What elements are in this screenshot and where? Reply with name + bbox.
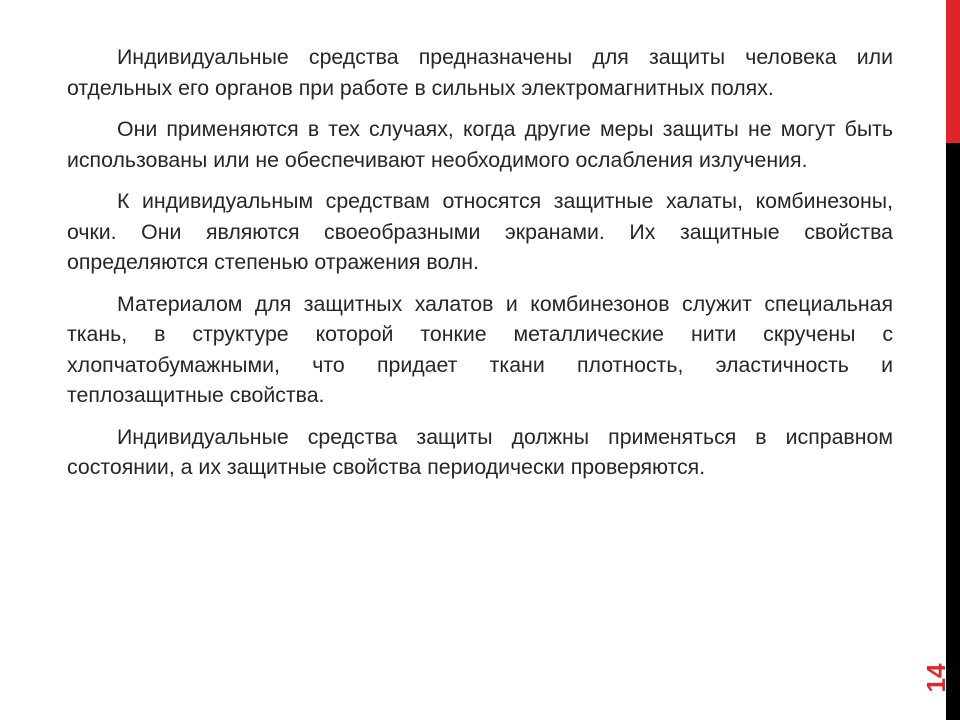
paragraph-3: К индивидуальным средствам относятся защитные халаты, комбинезоны, очки. Они являются своеобразными экранами. Их защитные свойства определяются степенью отражения волн. — [67, 189, 893, 274]
page-number: 14 — [921, 663, 951, 693]
side-bar — [946, 0, 960, 720]
side-bar-accent — [946, 0, 960, 143]
paragraph-1: Индивидуальные средства предназначены для защиты человека или отдельных его органов при работе в сильных электромагнитных полях. — [67, 45, 893, 100]
paragraph-5: Индивидуальные средства защиты должны применяться в исправном состоянии, а их защитные свойства периодически проверяются. — [67, 424, 893, 479]
paragraph-4: Материалом для защитных халатов и комбинезонов служит специальная ткань, в структуре которой тонкие металлические нити скручены с хлопчатобумажными, что придает ткани плотность, эластичность и теплозащитные свойства. — [67, 291, 893, 407]
slide-body — [67, 42, 893, 494]
side-bar-dark — [946, 143, 960, 720]
paragraph-2: Они применяются в тех случаях, когда другие меры защиты не могут быть использованы или не обеспечивают необходимого ослабления излучения. — [67, 117, 893, 172]
